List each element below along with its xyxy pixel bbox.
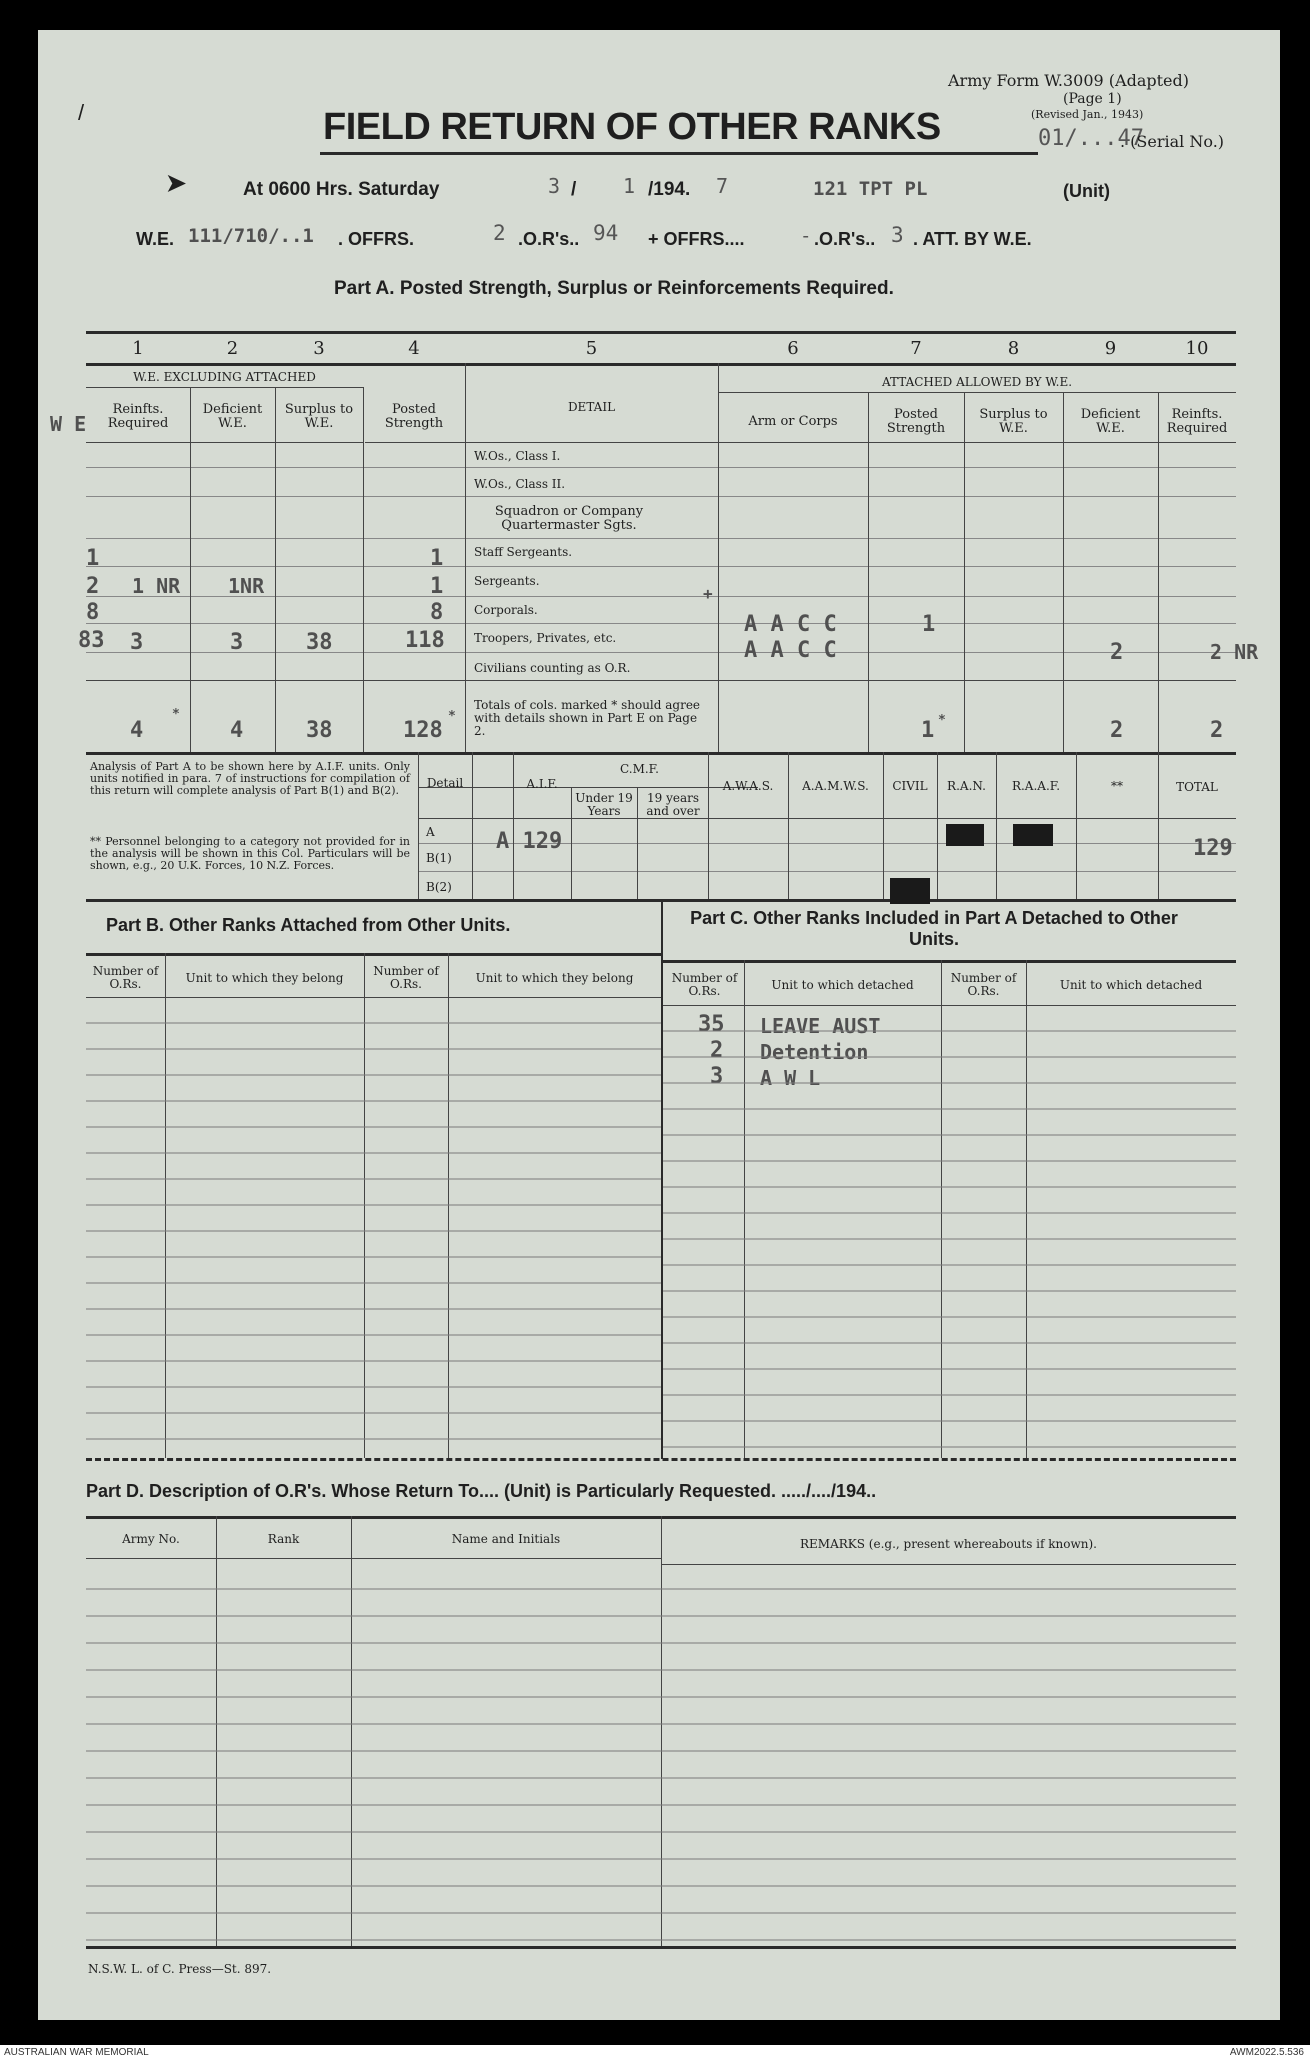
- cross-mark: +: [703, 584, 713, 603]
- serial-label: . (Serial No.): [1120, 132, 1225, 151]
- we-value: 111/710/..1: [188, 225, 314, 247]
- total-att-deficient: 2: [1110, 718, 1124, 743]
- col-number: 1: [132, 338, 144, 359]
- col-number: 9: [1104, 338, 1117, 359]
- offrs-label: . OFFRS.: [338, 229, 414, 249]
- col-number: 3: [313, 338, 325, 359]
- detail-row: W.Os., Class I.: [474, 449, 561, 463]
- footer-left: AUSTRALIAN WAR MEMORIAL: [4, 2047, 149, 2058]
- total-header: TOTAL: [1176, 780, 1218, 794]
- detail-row: Corporals.: [474, 603, 538, 617]
- att-ors-value: 3: [891, 223, 904, 247]
- unit-label: (Unit): [1063, 181, 1110, 201]
- under-19-header: Under 19 Years: [575, 791, 633, 819]
- analysis-detail-header: Detail: [426, 776, 464, 790]
- part-b-num-header-2: Number of O.Rs.: [373, 964, 439, 992]
- other-header: **: [1111, 779, 1123, 793]
- reinfts-header: Reinfts. Required: [107, 402, 169, 432]
- footer-right: AWM2022.5.536: [1229, 2047, 1304, 2058]
- cpl-posted: 8: [430, 600, 444, 625]
- part-d-army-header: Army No.: [122, 1532, 180, 1546]
- totals-label: Totals of cols. marked * should agree with details shown in Part E on Page 2.: [474, 698, 701, 739]
- detail-row: W.Os., Class II.: [474, 477, 566, 491]
- col-number: 6: [787, 338, 799, 359]
- footer-bar: [0, 2045, 1310, 2061]
- total-value: 129: [1193, 836, 1233, 861]
- part-c-row-unit: LEAVE AUST: [760, 1014, 881, 1038]
- arm-2-deficient: 2: [1110, 640, 1124, 665]
- date-year-prefix: /194.: [648, 179, 691, 200]
- awas-header: A.W.A.S.: [722, 779, 774, 793]
- part-b-title: Part B. Other Ranks Attached from Other Units.: [106, 915, 511, 935]
- staff-reinfts: 1: [86, 546, 100, 571]
- part-d-rank-header: Rank: [267, 1532, 300, 1546]
- analysis-note: Analysis of Part A to be shown here by A.I.F. units. Only units notified in para. 7 of instructions for compilation of this return will complete analysis of Part B(1) and B(2).: [90, 760, 410, 798]
- raaf-header: R.A.A.F.: [1011, 779, 1061, 793]
- page-mark: /: [78, 100, 85, 125]
- star-mark: *: [938, 713, 946, 728]
- posted-header: Posted Strength: [384, 402, 444, 432]
- sgt-deficient-b: 1NR: [228, 574, 265, 598]
- staff-posted: 1: [430, 546, 444, 571]
- date-sep: /: [571, 179, 577, 200]
- ors-label: .O.R's..: [518, 229, 580, 249]
- cmf-header: C.M.F.: [620, 762, 659, 776]
- analysis-note-2: ** Personnel belonging to a category not provided for in the analysis will be shown in this Col. Particulars will be shown, e.g., 20 U.K. Forces, 10 N.Z. Forces.: [90, 835, 410, 873]
- detail-row: Staff Sergeants.: [474, 545, 573, 559]
- part-c-row-num: 35: [698, 1012, 725, 1037]
- trp-posted: 118: [405, 628, 445, 653]
- part-b-num-header: Number of O.Rs.: [92, 964, 159, 992]
- total-reinfts: 4: [130, 718, 144, 743]
- arm-corps-2: A A C C: [744, 638, 837, 663]
- we-stamp: W E: [50, 412, 87, 436]
- part-b-unit-header: Unit to which they belong: [185, 971, 344, 985]
- trp-deficient-b: 3: [230, 630, 244, 655]
- att-reinfts-header: Reinfts. Required: [1166, 407, 1228, 437]
- date-day: 3: [548, 174, 561, 198]
- we-prefix: W.E.: [136, 229, 175, 249]
- total-deficient: 4: [230, 718, 244, 743]
- over-19-header: 19 years and over: [646, 791, 700, 819]
- star-mark: *: [448, 709, 456, 724]
- part-c-title: Part C. Other Ranks Included in Part A Detached to Other Units.: [690, 908, 1178, 949]
- col-number: 8: [1007, 338, 1020, 359]
- total-posted: 128: [403, 718, 443, 743]
- offrs-value: 2: [493, 221, 506, 245]
- part-d-remarks-header: REMARKS (e.g., present whereabouts if known).: [800, 1537, 1097, 1551]
- ran-header: R.A.N.: [947, 779, 986, 793]
- trp-deficient: 3: [130, 630, 144, 655]
- ruled-lines: [38, 30, 1280, 2020]
- we-excluding-header: W.E. EXCLUDING ATTACHED: [133, 370, 316, 384]
- form-page: [38, 30, 1280, 2020]
- analysis-row-a: A: [426, 825, 435, 839]
- analysis-row-b2: B(2): [426, 880, 452, 894]
- col-number: 4: [408, 338, 420, 359]
- analysis-row-b1: B(1): [426, 851, 452, 865]
- serial-value: 01/...47: [1038, 126, 1144, 151]
- detail-row: Troopers, Privates, etc.: [474, 631, 617, 645]
- part-c-row-unit: Detention: [760, 1040, 869, 1064]
- att-surplus-header: Surplus to W.E.: [979, 407, 1048, 437]
- star-mark: *: [172, 707, 180, 722]
- total-surplus: 38: [306, 718, 333, 743]
- sgt-reinfts: 2: [86, 574, 100, 599]
- trp-surplus: 38: [306, 630, 333, 655]
- total-att-reinfts: 2: [1210, 718, 1224, 743]
- arm-corps-1: A A C C: [744, 612, 837, 637]
- part-d-name-header: Name and Initials: [451, 1532, 561, 1546]
- deficient-header: Deficient W.E.: [202, 402, 263, 432]
- col-number: 7: [910, 338, 922, 359]
- att-offrs-label: + OFFRS....: [648, 229, 745, 249]
- printer-note: N.S.W. L. of C. Press—St. 897.: [88, 1962, 272, 1976]
- part-c-row-num: 3: [710, 1064, 724, 1089]
- detail-row: Civilians counting as O.R.: [474, 661, 631, 675]
- cpl-reinfts: 8: [86, 600, 100, 625]
- col-number: 5: [585, 338, 598, 359]
- aif-value: A 129: [496, 829, 563, 854]
- att-deficient-header: Deficient W.E.: [1080, 407, 1141, 437]
- detail-header: DETAIL: [567, 400, 616, 414]
- form-number: Army Form W.3009 (Adapted): [948, 71, 1190, 90]
- total-att-posted: 1: [921, 718, 935, 743]
- col-number: 10: [1185, 338, 1209, 359]
- trp-reinfts: 83: [78, 628, 105, 653]
- col-number: 2: [226, 338, 239, 359]
- tick-icon: ➤: [166, 170, 187, 197]
- date-month: 1: [623, 174, 636, 198]
- att-ors-label: .O.R's..: [814, 229, 876, 249]
- arm-1-posted: 1: [922, 612, 936, 637]
- civil-header: CIVIL: [892, 779, 928, 793]
- part-a-title: Part A. Posted Strength, Surplus or Reinforcements Required.: [334, 278, 894, 299]
- part-c-row-num: 2: [710, 1038, 724, 1063]
- unit-value: 121 TPT PL: [813, 178, 928, 200]
- part-c-unit-header-2: Unit to which detached: [1059, 978, 1203, 992]
- sgt-deficient: 1 NR: [132, 574, 181, 598]
- sgt-posted: 1: [430, 574, 444, 599]
- att-posted-header: Posted Strength: [886, 407, 946, 437]
- date-prefix: At 0600 Hrs. Saturday: [243, 179, 440, 200]
- form-title: FIELD RETURN OF OTHER RANKS: [323, 106, 941, 148]
- detail-row: Squadron or Company Quartermaster Sgts.: [494, 504, 644, 534]
- detail-row: Sergeants.: [474, 574, 540, 588]
- form-page-number: (Page 1): [1063, 91, 1122, 107]
- ors-value: 94: [593, 221, 619, 245]
- attached-allowed-header: ATTACHED ALLOWED BY W.E.: [881, 375, 1073, 389]
- surplus-header: Surplus to W.E.: [284, 402, 354, 432]
- aif-header: A.I.F.: [526, 777, 558, 791]
- arm-2-reinfts: 2 NR: [1210, 640, 1259, 664]
- part-c-unit-header: Unit to which detached: [771, 978, 914, 992]
- part-d-title: Part D. Description of O.R's. Whose Return To.... (Unit) is Particularly Requested. ...../..../194..: [86, 1481, 877, 1501]
- arm-corps-header: Arm or Corps: [748, 414, 838, 429]
- aamws-header: A.A.M.W.S.: [802, 779, 869, 793]
- part-b-unit-header-2: Unit to which they belong: [475, 971, 634, 985]
- date-year-digit: 7: [716, 174, 729, 198]
- form-revision: (Revised Jan., 1943): [1031, 108, 1144, 121]
- att-offrs-value: -: [800, 225, 812, 247]
- att-label: . ATT. BY W.E.: [913, 229, 1032, 249]
- part-c-num-header: Number of O.Rs.: [671, 971, 738, 999]
- part-c-row-unit: A W L: [760, 1066, 821, 1090]
- part-c-num-header-2: Number of O.Rs.: [950, 971, 1017, 999]
